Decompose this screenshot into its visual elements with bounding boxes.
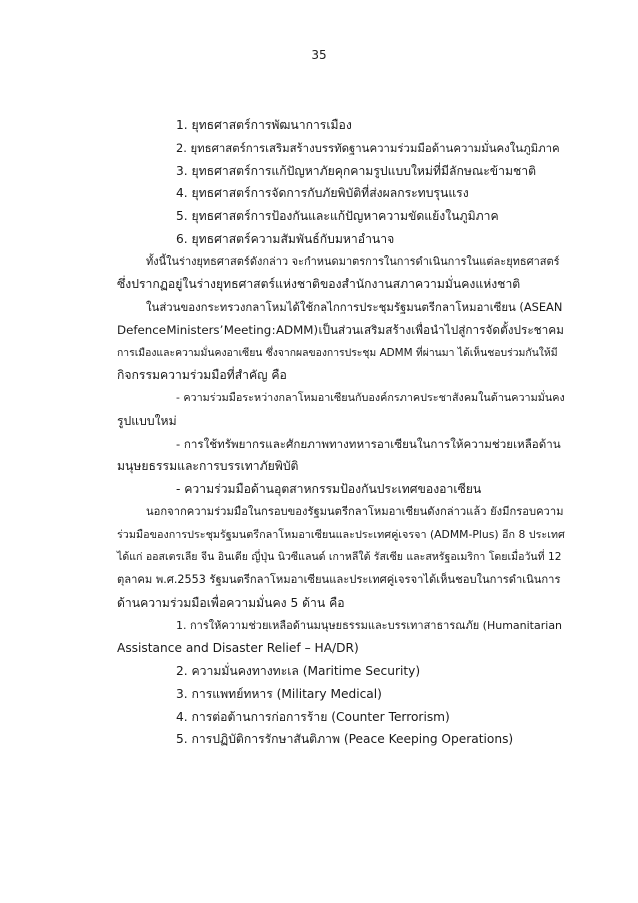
paragraph-line: ทั้งนี้ในร่างยุทธศาสตร์ดังกล่าว จะกำหนดมาตรการในการดำเนินการในแต่ละยุทธศาสตร์ [146,254,560,268]
activity-item-continuation: รูปแบบใหม่ [117,413,177,428]
word: เป็นส่วนเสริมสร้างเพื่อนำไปสู่การจัดตั้งประชาคม [318,322,564,337]
strategy-item: 2. ยุทธศาสตร์การเสริมสร้างบรรทัดฐานความร่วมมือด้านความมั่นคงในภูมิภาค [176,140,560,155]
paragraph-line: ด้านความร่วมมือเพื่อความมั่นคง 5 ด้าน คือ [117,595,345,610]
strategy-item: 1. ยุทธศาสตร์การพัฒนาการเมือง [176,118,352,132]
cooperation-area-continuation: Assistance and Disaster Relief – HA/DR) [117,641,359,656]
paragraph-line: ซึ่งปรากฏอยู่ในร่างยุทธศาสตร์แห่งชาติของสำนักงานสภาความมั่นคงแห่งชาติ [117,277,521,292]
strategy-item: 3. ยุทธศาสตร์การแก้ปัญหาภัยคุกคามรูปแบบใหม่ที่มีลักษณะข้ามชาติ [176,163,537,178]
paragraph-line: การเมืองและความมั่นคงอาเซียน ซึ่งจากผลของการประชุม ADMM ที่ผ่านมา ได้เห็นชอบร่วมกันให้มี [117,346,558,359]
paragraph-line: ได้แก่ ออสเตรเลีย จีน อินเดีย ญี่ปุ่น นิวซีแลนด์ เกาหลีใต้ รัสเซีย และสหรัฐอเมริกา โดยเมื่อวันที่ 12 [117,551,562,564]
activity-item-continuation: มนุษยธรรมและการบรรเทาภัยพิบัติ [117,459,299,474]
word: Defence [117,322,166,337]
page-number: 35 [311,48,327,62]
word: : [271,322,276,337]
strategy-item: 6. ยุทธศาสตร์ความสัมพันธ์กับมหาอำนาจ [176,231,395,246]
paragraph-line: กิจกรรมความร่วมมือที่สำคัญ คือ [117,368,287,383]
cooperation-area-item: 1. การให้ความช่วยเหลือด้านมนุษยธรรมและบรรเทาสาธารณภัย (Humanitarian [176,618,563,632]
activity-item: - การใช้ทรัพยากรและศักยภาพทางทหารอาเซียนในการให้ความช่วยเหลือด้าน [176,436,561,451]
word: Meeting [223,322,272,337]
cooperation-area-item: 3. การแพทย์ทหาร (Military Medical) [176,686,382,701]
document-body [117,114,564,751]
cooperation-area-item: 2. ความมั่นคงทางทะเล (Maritime Security) [176,664,421,678]
activity-item: - ความร่วมมือระหว่างกลาโหมอาเซียนกับองค์กรภาคประชาสังคมในด้านความมั่นคง [176,391,565,404]
cooperation-area-item: 5. การปฏิบัติการรักษาสันติภาพ (Peace Keeping Operations) [176,732,514,747]
paragraph-line-justified [117,319,564,342]
paragraph-line: ร่วมมือของการประชุมรัฐมนตรีกลาโหมอาเซียนและประเทศคู่เจรจา (ADMM-Plus) อีก 8 ประเทศ [117,527,565,541]
paragraph-line: ตุลาคม พ.ศ.2553 รัฐมนตรีกลาโหมอาเซียนและประเทศคู่เจรจาได้เห็นชอบในการดำเนินการ [117,573,561,586]
strategy-item: 5. ยุทธศาสตร์การป้องกันและแก้ปัญหาความขัดแย้งในภูมิภาค [176,209,499,223]
word: Ministers’ [166,322,224,337]
cooperation-area-item: 4. การต่อต้านการก่อการร้าย (Counter Terrorism) [176,709,450,724]
paragraph-line: ในส่วนของกระทรวงกลาโหมได้ใช้กลไกการประชุมรัฐมนตรีกลาโหมอาเซียน (ASEAN [146,300,563,314]
paragraph-line: นอกจากความร่วมมือในกรอบของรัฐมนตรีกลาโหมอาเซียนดังกล่าวแล้ว ยังมีกรอบความ [146,504,564,518]
activity-item: - ความร่วมมือด้านอุตสาหกรรมป้องกันประเทศของอาเซียน [176,482,482,496]
strategy-item: 4. ยุทธศาสตร์การจัดการกับภัยพิบัติที่ส่งผลกระทบรุนแรง [176,186,469,201]
word: ADMM) [275,322,319,337]
